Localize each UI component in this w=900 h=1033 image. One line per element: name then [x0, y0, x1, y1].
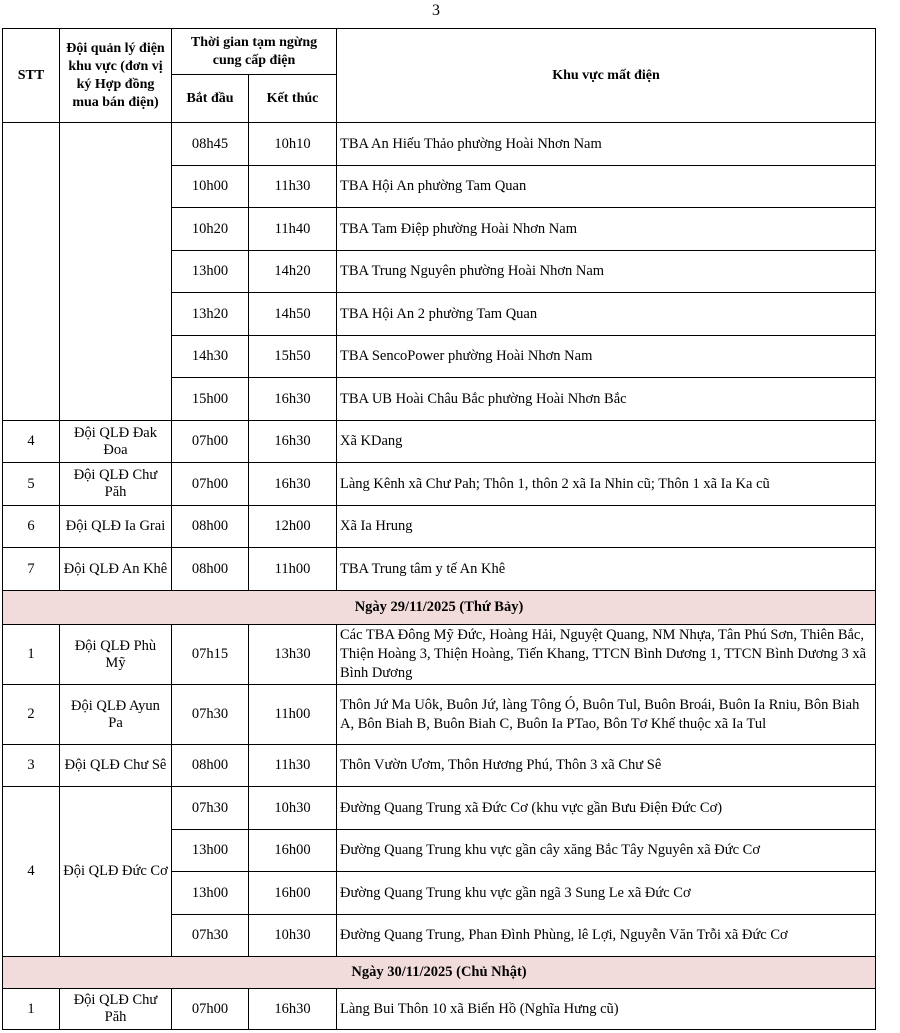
cell-area: Các TBA Đông Mỹ Đức, Hoàng Hải, Nguyệt Quang, NM Nhựa, Tân Phú Sơn, Thiên Bắc, Thiện Hoàng 3, Thiện Hoàng, Tiến Khang, TTCN Bình Dương 1, TTCN Bình Dương 3 xã Bình Dương — [337, 625, 876, 685]
cell-team: Đội QLĐ An Khê — [60, 548, 172, 591]
cell-stt: 3 — [3, 745, 60, 787]
cell-start: 08h00 — [172, 548, 249, 591]
cell-stt — [3, 123, 60, 421]
cell-end: 14h20 — [249, 251, 337, 293]
cell-area: Thôn Jứ Ma Uôk, Buôn Jứ, làng Tông Ó, Buôn Tul, Buôn Broái, Buôn Ia Rniu, Bôn Biah A, Bôn Biah B, Buôn Biah C, Buôn Ia PTao, Bôn Tơ Khế thuộc xã Ia Tul — [337, 685, 876, 745]
cell-end: 10h30 — [249, 787, 337, 830]
cell-end: 15h50 — [249, 336, 337, 378]
cell-area: Xã KDang — [337, 421, 876, 463]
cell-end: 11h30 — [249, 745, 337, 787]
header-team: Đội quản lý điện khu vực (đơn vị ký Hợp đồng mua bán điện) — [60, 29, 172, 123]
cell-start: 07h00 — [172, 421, 249, 463]
cell-start: 13h00 — [172, 830, 249, 872]
cell-start: 08h00 — [172, 745, 249, 787]
cell-end: 12h00 — [249, 506, 337, 548]
cell-area: TBA Hội An 2 phường Tam Quan — [337, 293, 876, 336]
date-heading: Ngày 29/11/2025 (Thứ Bảy) — [3, 591, 876, 625]
page-number: 3 — [432, 2, 440, 19]
cell-end: 10h30 — [249, 915, 337, 957]
table-row — [3, 123, 876, 166]
cell-start: 10h00 — [172, 166, 249, 208]
cell-start: 07h00 — [172, 463, 249, 506]
cell-start: 13h20 — [172, 293, 249, 336]
cell-start: 07h00 — [172, 989, 249, 1030]
table-row — [3, 685, 876, 745]
cell-area: TBA Tam Điệp phường Hoài Nhơn Nam — [337, 208, 876, 251]
table-row — [3, 463, 876, 506]
cell-end: 11h30 — [249, 166, 337, 208]
cell-stt: 1 — [3, 989, 60, 1030]
cell-area: TBA SencoPower phường Hoài Nhơn Nam — [337, 336, 876, 378]
cell-team: Đội QLĐ Chư Păh — [60, 989, 172, 1030]
cell-start: 07h15 — [172, 625, 249, 685]
table-row — [3, 506, 876, 548]
cell-area: Đường Quang Trung xã Đức Cơ (khu vực gần Bưu Điện Đức Cơ) — [337, 787, 876, 830]
date-section-row — [3, 591, 876, 625]
header-start: Bắt đầu — [172, 75, 249, 123]
table-row — [3, 745, 876, 787]
cell-area: Xã Ia Hrung — [337, 506, 876, 548]
header-stt: STT — [3, 29, 60, 123]
cell-team: Đội QLĐ Phù Mỹ — [60, 625, 172, 685]
cell-start: 07h30 — [172, 685, 249, 745]
cell-team: Đội QLĐ Đak Đoa — [60, 421, 172, 463]
cell-area: Làng Kênh xã Chư Pah; Thôn 1, thôn 2 xã Ia Nhin cũ; Thôn 1 xã Ia Ka cũ — [337, 463, 876, 506]
cell-area: Đường Quang Trung, Phan Đình Phùng, lê Lợi, Nguyễn Văn Trỗi xã Đức Cơ — [337, 915, 876, 957]
table-row — [3, 548, 876, 591]
cell-area: TBA Hội An phường Tam Quan — [337, 166, 876, 208]
header-end: Kết thúc — [249, 75, 337, 123]
cell-end: 16h00 — [249, 830, 337, 872]
cell-end: 16h30 — [249, 378, 337, 421]
cell-end: 13h30 — [249, 625, 337, 685]
cell-team — [60, 123, 172, 421]
cell-stt: 7 — [3, 548, 60, 591]
table-row — [3, 787, 876, 830]
cell-stt: 6 — [3, 506, 60, 548]
cell-area: TBA Trung Nguyên phường Hoài Nhơn Nam — [337, 251, 876, 293]
cell-end: 11h40 — [249, 208, 337, 251]
header-time-group: Thời gian tạm ngừng cung cấp điện — [172, 29, 337, 75]
cell-area: Đường Quang Trung khu vực gần ngã 3 Sung Le xã Đức Cơ — [337, 872, 876, 915]
cell-end: 14h50 — [249, 293, 337, 336]
date-section-row — [3, 957, 876, 989]
cell-start: 08h00 — [172, 506, 249, 548]
cell-area: TBA Trung tâm y tế An Khê — [337, 548, 876, 591]
cell-end: 11h00 — [249, 685, 337, 745]
cell-team: Đội QLĐ Ia Grai — [60, 506, 172, 548]
table-row — [3, 625, 876, 685]
header-area: Khu vực mất điện — [337, 29, 876, 123]
cell-start: 15h00 — [172, 378, 249, 421]
table-row — [3, 989, 876, 1030]
cell-start: 13h00 — [172, 872, 249, 915]
cell-team: Đội QLĐ Ayun Pa — [60, 685, 172, 745]
cell-start: 08h45 — [172, 123, 249, 166]
cell-area: Đường Quang Trung khu vực gần cây xăng Bắc Tây Nguyên xã Đức Cơ — [337, 830, 876, 872]
cell-team: Đội QLĐ Chư Păh — [60, 463, 172, 506]
cell-area: TBA UB Hoài Châu Bắc phường Hoài Nhơn Bắc — [337, 378, 876, 421]
cell-start: 07h30 — [172, 915, 249, 957]
cell-start: 14h30 — [172, 336, 249, 378]
cell-stt: 5 — [3, 463, 60, 506]
date-heading: Ngày 30/11/2025 (Chủ Nhật) — [3, 957, 876, 989]
cell-area: Thôn Vườn Ươm, Thôn Hương Phú, Thôn 3 xã Chư Sê — [337, 745, 876, 787]
cell-team: Đội QLĐ Chư Sê — [60, 745, 172, 787]
cell-area: TBA An Hiếu Thảo phường Hoài Nhơn Nam — [337, 123, 876, 166]
cell-end: 16h30 — [249, 463, 337, 506]
cell-end: 10h10 — [249, 123, 337, 166]
cell-start: 13h00 — [172, 251, 249, 293]
cell-stt: 1 — [3, 625, 60, 685]
table-row — [3, 421, 876, 463]
cell-start: 10h20 — [172, 208, 249, 251]
cell-stt: 2 — [3, 685, 60, 745]
cell-end: 16h30 — [249, 989, 337, 1030]
cell-end: 11h00 — [249, 548, 337, 591]
cell-team: Đội QLĐ Đức Cơ — [60, 787, 172, 957]
cell-area: Làng Bui Thôn 10 xã Biển Hồ (Nghĩa Hưng cũ) — [337, 989, 876, 1030]
power-outage-table — [2, 28, 876, 1030]
cell-end: 16h00 — [249, 872, 337, 915]
cell-end: 16h30 — [249, 421, 337, 463]
cell-start: 07h30 — [172, 787, 249, 830]
cell-stt: 4 — [3, 787, 60, 957]
cell-stt: 4 — [3, 421, 60, 463]
